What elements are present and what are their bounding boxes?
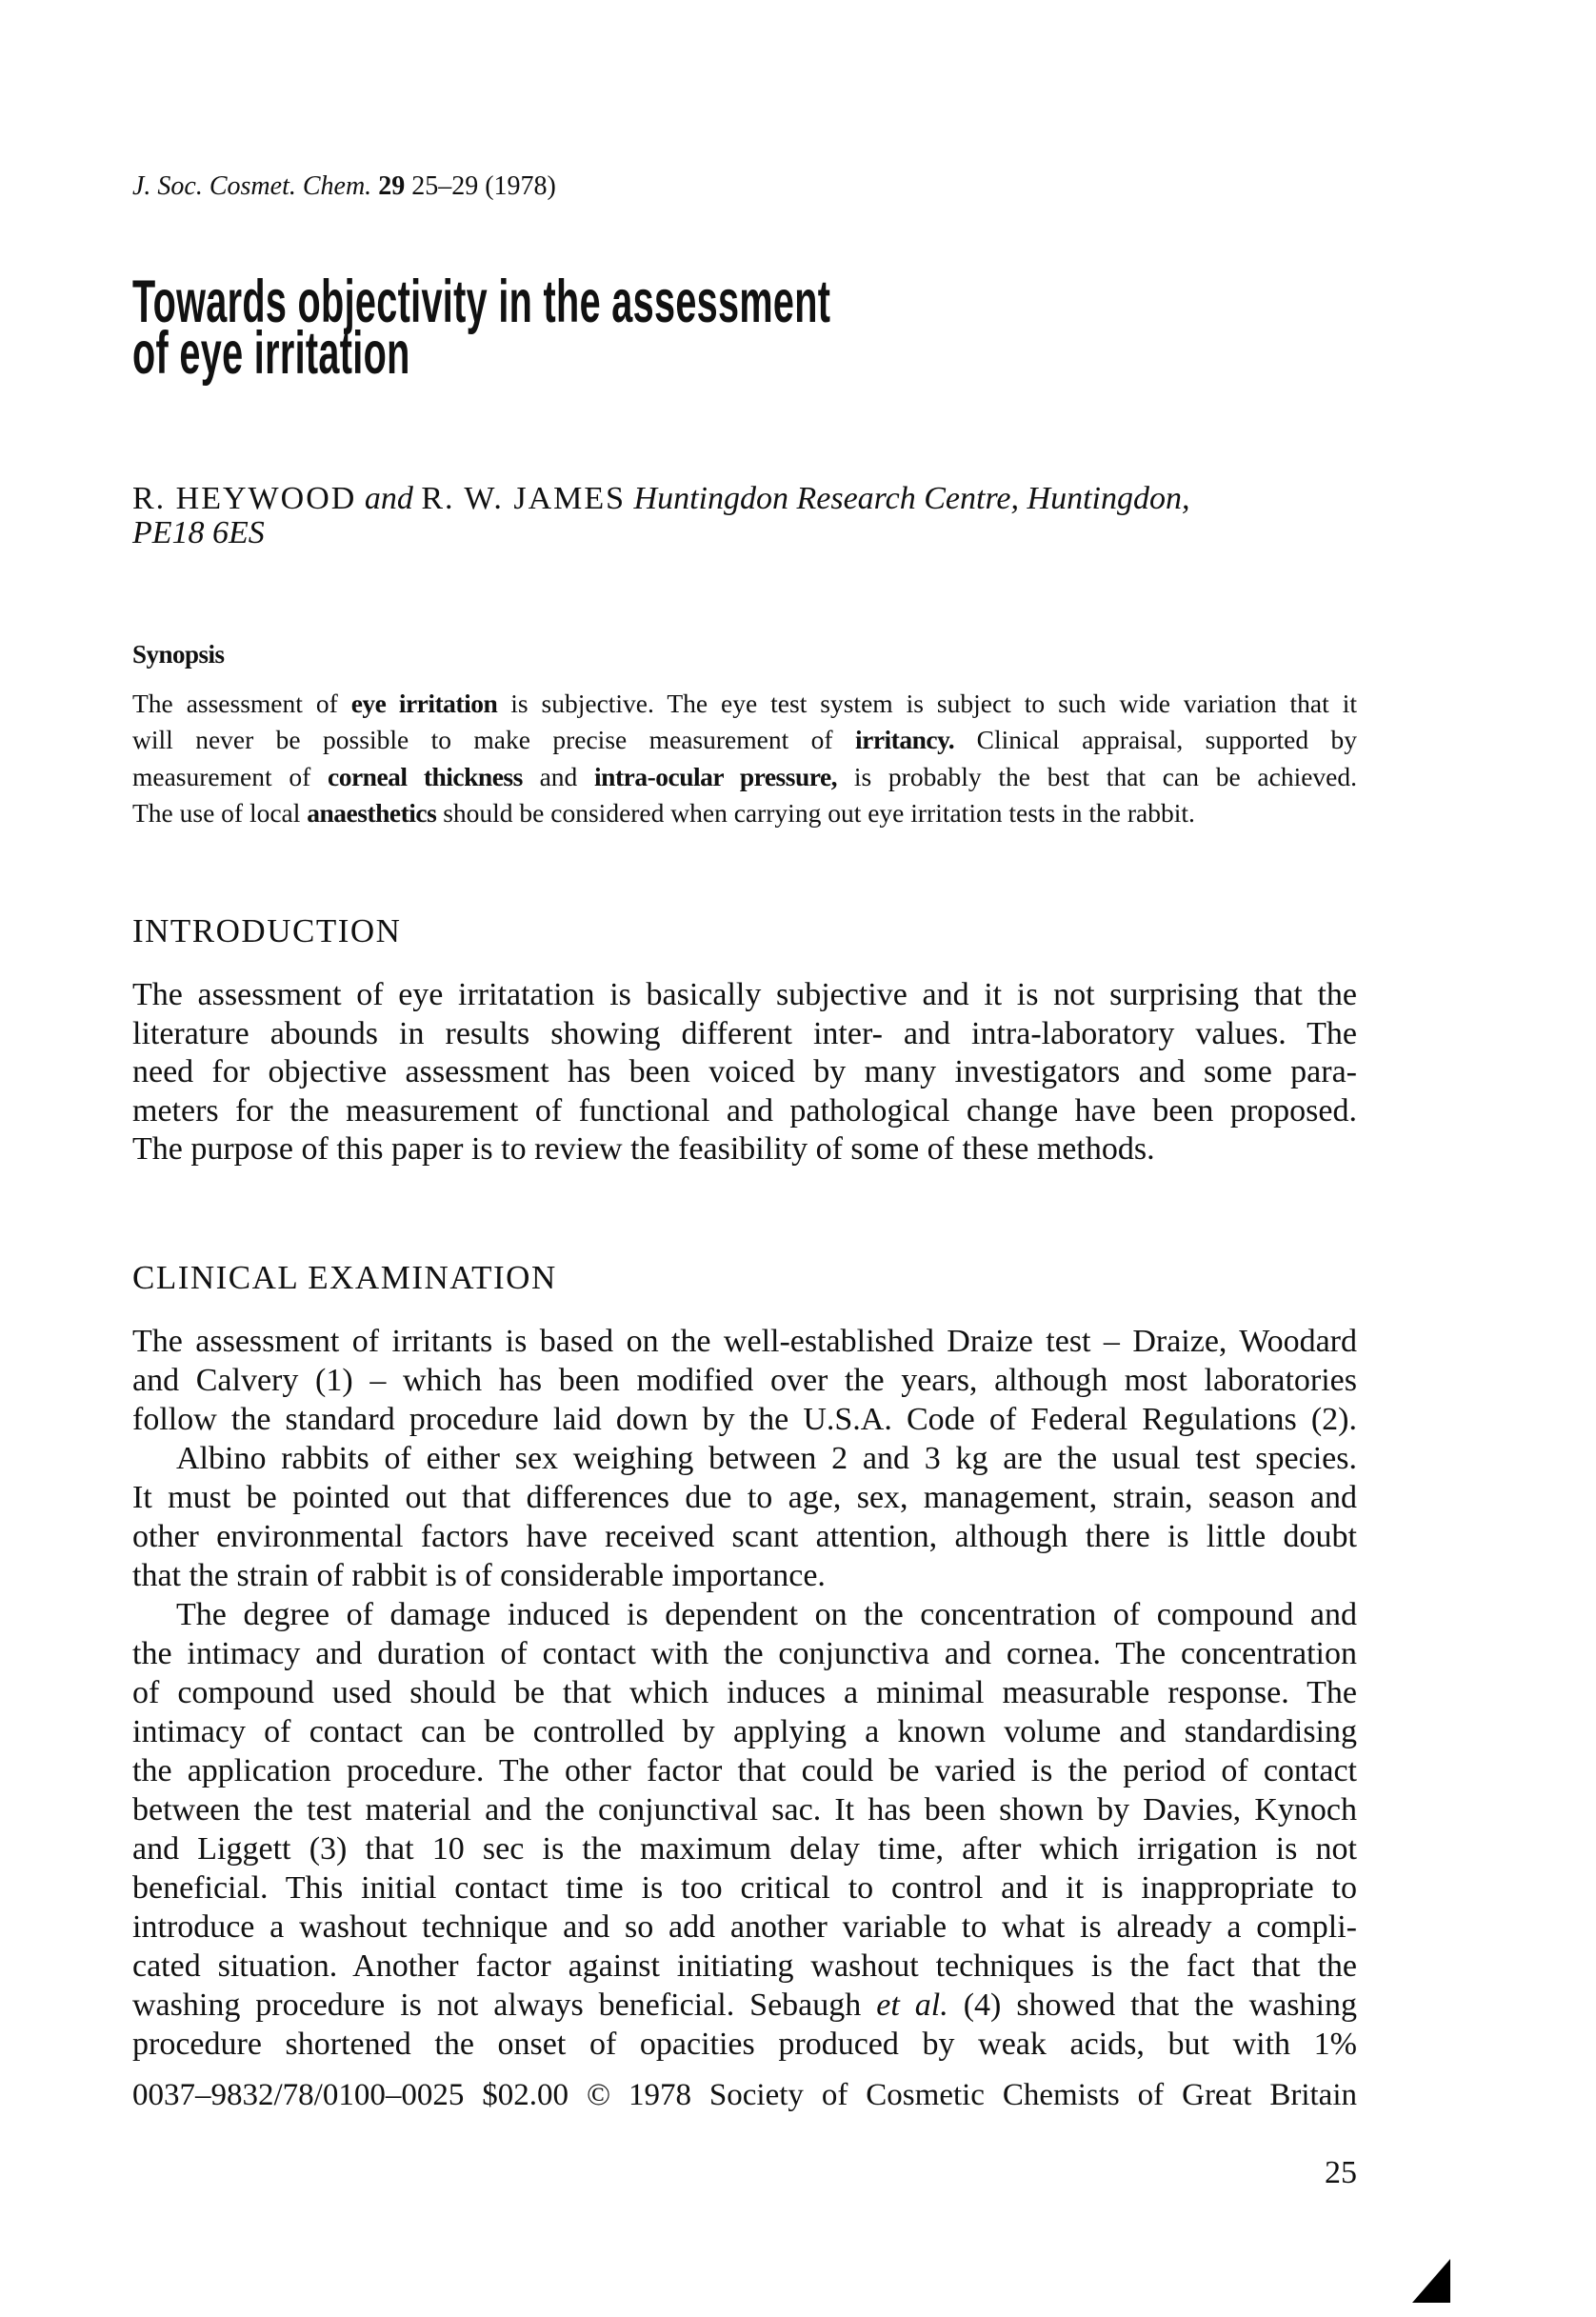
author-block [132,482,1357,550]
text-line: and Liggett (3) that 10 sec is the maximum delay time, after which irrigation is not [132,1831,1357,1867]
title-line: Towards objectivity in the assessment [132,268,831,335]
journal-name: J. Soc. Cosmet. Chem. [132,171,372,201]
text-line: literature abounds in results showing different inter- and intra-laboratory values. The [132,1015,1357,1051]
text-line: procedure shortened the onset of opacities produced by weak acids, but with 1% [132,2027,1357,2062]
journal-pages: 25–29 (1978) [411,171,556,201]
latin-abbreviation: et al. [876,1987,948,2023]
emphasized-term: irritancy. [854,725,955,755]
emphasized-term: eye irritation [350,689,498,718]
synopsis-heading: Synopsis [132,640,225,669]
text-line: cated situation. Another factor against initiating washout techniques is the fact that the [132,1948,1357,1984]
affiliation: Huntingdon Research Centre, Huntingdon, [633,481,1190,516]
text-line: the intimacy and duration of contact with the conjunctiva and cornea. The concentration [132,1636,1357,1671]
section-heading-clinical-examination: CLINICAL EXAMINATION [132,1259,557,1296]
synopsis-text-run: and [522,761,595,791]
clinical-examination-text [132,1322,1357,2064]
author-name: R. HEYWOOD [132,481,357,516]
synopsis-text-run: The assessment of [132,689,351,718]
text-line: meters for the measurement of functional and pathological change have been proposed. [132,1092,1357,1129]
scan-corner-mark [1412,2259,1450,2303]
emphasized-term: anaesthetics [307,797,437,828]
emphasized-term: corneal thickness [328,761,523,791]
text-line: beneficial. This initial contact time is too critical to control and it is inappropriate to [132,1870,1357,1906]
page-number: 25 [1325,2155,1357,2190]
title-line: of eye irritation [132,319,410,387]
synopsis-line [132,722,1357,758]
postcode: PE18 6ES [132,515,265,550]
author-name: R. W. JAMES [421,481,627,516]
text-line: washing procedure is not always beneficial. Sebaugh et al. (4) showed that the washing [132,1987,1357,2023]
text-line: between the test material and the conjunctival sac. It has been shown by Davies, Kynoch [132,1792,1357,1828]
synopsis-text [132,686,1357,831]
text-line: It must be pointed out that differences due to age, sex, management, strain, season and [132,1480,1357,1515]
synopsis-text-run: The use of local [132,797,308,828]
text-line: intimacy of contact can be controlled by applying a known volume and standardising [132,1714,1357,1749]
text-line: follow the standard procedure laid down by the U.S.A. Code of Federal Regulations (2). [132,1402,1357,1437]
text-line: of compound used should be that which induces a minimal measurable response. The [132,1675,1357,1710]
synopsis-text-run: Clinical appraisal, supported by [954,725,1357,755]
synopsis-line [132,759,1357,795]
synopsis-line [132,795,1357,831]
synopsis-text-run: is probably the best that can be achieved. [837,761,1357,791]
emphasized-term: intra-ocular pressure, [594,761,838,791]
copyright-text: 0037–9832/78/0100–0025 $02.00 © 1978 Society of Cosmetic Chemists of Great Britain [132,2078,1357,2112]
synopsis-text-run: should be considered when carrying out eye irritation tests in the rabbit. [436,797,1195,828]
text-line: other environmental factors have received scant attention, although there is little doubt [132,1519,1357,1554]
author-conjunction: and [364,481,413,516]
synopsis-text-run: measurement of [132,761,329,791]
synopsis-line [132,686,1357,722]
article-title [132,268,1357,387]
text-line: introduce a washout technique and so add another variable to what is already a compli- [132,1909,1357,1945]
section-heading-introduction: INTRODUCTION [132,912,402,949]
text-line: need for objective assessment has been voiced by many investigators and some para- [132,1054,1357,1090]
text-line: The assessment of irritants is based on the well-established Draize test – Draize, Woodard [132,1324,1357,1359]
journal-volume: 29 [378,171,406,201]
text-line: the application procedure. The other factor that could be varied is the period of contact [132,1753,1357,1788]
copyright-line [132,2076,1357,2114]
text-line: and Calvery (1) – which has been modified over the years, although most laboratories [132,1363,1357,1398]
synopsis-text-run: is subjective. The eye test system is subject to such wide variation that it [497,689,1357,718]
text-line: Albino rabbits of either sex weighing between 2 and 3 kg are the usual test species. [176,1441,1357,1476]
text-line: The purpose of this paper is to review the feasibility of some of these methods. [132,1131,1155,1168]
text-line: The assessment of eye irritatation is basically subjective and it is not surprising that the [132,977,1357,1012]
text-line: The degree of damage induced is dependent on the concentration of compound and [176,1597,1357,1632]
journal-citation [132,171,1357,202]
introduction-text [132,976,1357,1169]
synopsis-text-run: will never be possible to make precise measurement of [132,725,855,755]
text-line: that the strain of rabbit is of considerable importance. [132,1558,826,1593]
